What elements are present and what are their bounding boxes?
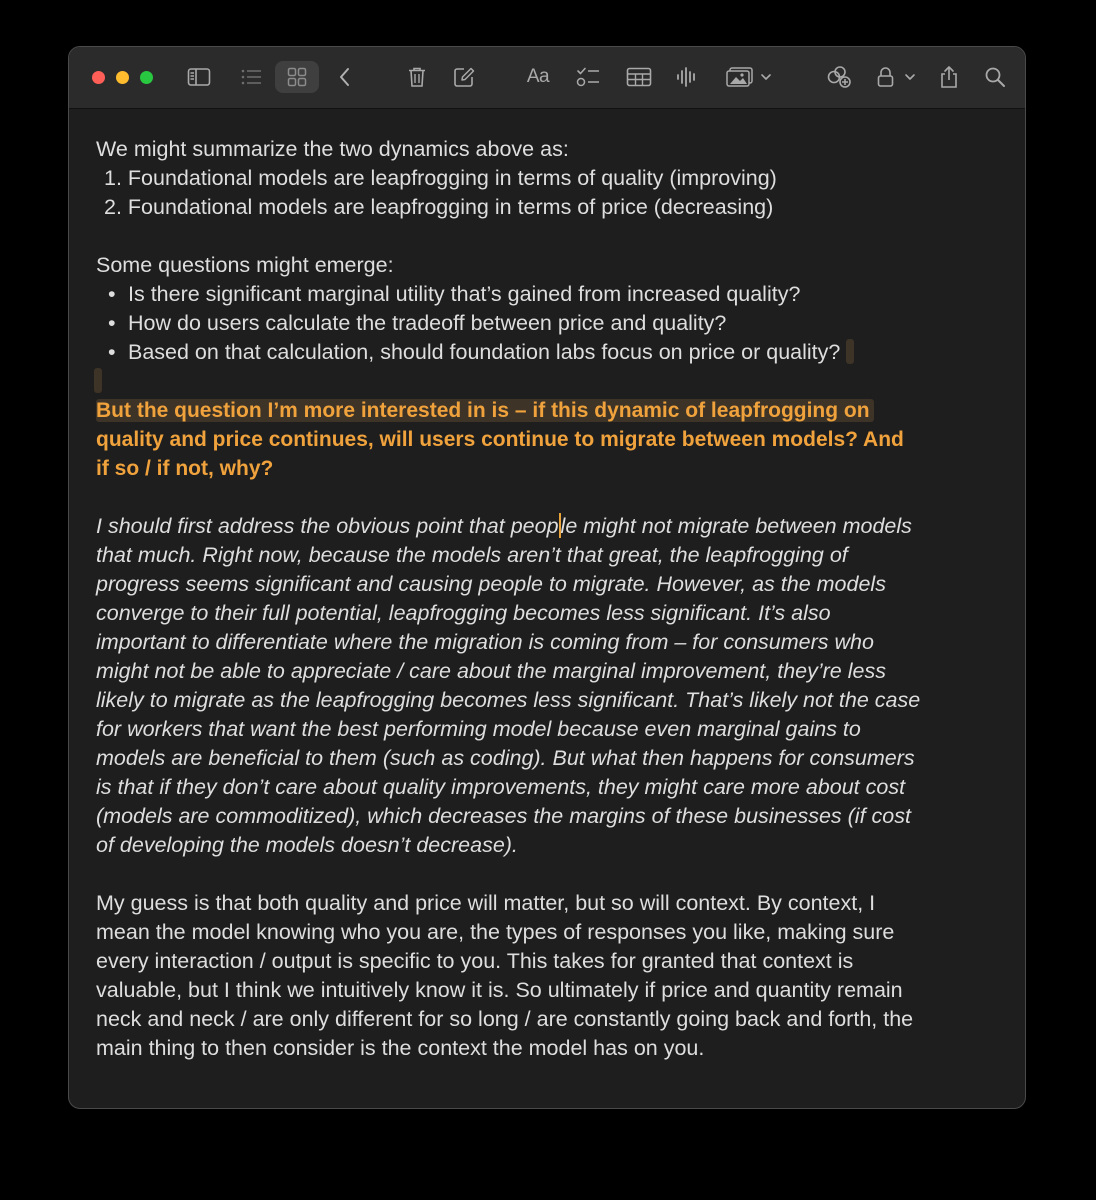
italic-text-before-cursor: I should first address the obvious point that peop [96, 514, 559, 538]
paragraph-line: valuable, but I think we intuitively know it is. So ultimately if price and quantity remain [96, 978, 903, 1002]
format-label: Aa [526, 66, 550, 87]
intro-text: We might summarize the two dynamics above as: [96, 137, 569, 161]
highlighted-text: if so / if not, why? [96, 457, 274, 480]
checklist-icon[interactable] [573, 61, 603, 93]
italic-line: models are beneficial to them (such as coding). But what then happens for consumers [96, 746, 915, 770]
list-view-icon[interactable] [235, 61, 267, 93]
italic-line: likely to migrate as the leapfrogging becomes less significant. That’s likely not the case [96, 688, 921, 712]
notes-window [68, 46, 1026, 1109]
italic-line [96, 512, 1004, 541]
blank-line [96, 222, 1004, 251]
paragraph-line: My guess is that both quality and price will matter, but so will context. By context, I [96, 891, 876, 915]
italic-line: for workers that want the best performing model because even marginal gains to [96, 717, 861, 741]
format-icon[interactable] [521, 61, 555, 93]
italic-line: of developing the models doesn’t decrease). [96, 833, 518, 857]
table-icon[interactable] [623, 61, 655, 93]
trash-icon[interactable] [403, 61, 431, 93]
numbered-item [96, 193, 1004, 222]
bullet-glyph: • [108, 282, 116, 306]
zoom-window-button[interactable] [140, 71, 153, 84]
toolbar [69, 47, 1025, 109]
italic-line: that much. Right now, because the models aren’t that great, the leapfrogging of [96, 543, 848, 567]
italic-line: might not be able to appreciate / care about the marginal improvement, they’re less [96, 659, 886, 683]
numbered-item [96, 164, 1004, 193]
sidebar-icon[interactable] [183, 61, 215, 93]
gallery-view-icon[interactable] [275, 61, 319, 93]
highlighted-text: But the question I’m more interested in is – if this dynamic of leapfrogging on [96, 399, 874, 422]
blank-line [96, 860, 1004, 889]
italic-text-after-cursor: le might not migrate between models [560, 514, 912, 538]
highlighted-line [96, 425, 1004, 454]
audio-waveform-icon[interactable] [673, 61, 701, 93]
compose-icon[interactable] [449, 61, 479, 93]
italic-line: progress seems significant and causing people to migrate. However, as the models [96, 572, 886, 596]
bullet-glyph: • [108, 311, 116, 335]
highlight-marker [846, 339, 854, 364]
collaborate-icon[interactable] [823, 61, 855, 93]
highlight-marker [94, 368, 102, 393]
questions-intro-text: Some questions might emerge: [96, 253, 394, 277]
highlighted-line [96, 396, 1004, 425]
list-item-text: Is there significant marginal utility that’s gained from increased quality? [128, 282, 801, 306]
note-body[interactable] [96, 135, 1004, 1063]
paragraph-line: every interaction / output is specific to you. This takes for granted that context is [96, 949, 854, 973]
paragraph-line: neck and neck / are only different for so long / are constantly going back and forth, the [96, 1007, 914, 1031]
list-number: 1. [104, 166, 122, 190]
bullet-glyph: • [108, 340, 116, 364]
italic-line: converge to their full potential, leapfrogging becomes less significant. It’s also [96, 601, 831, 625]
highlighted-text: quality and price continues, will users continue to migrate between models? And [96, 428, 904, 451]
search-icon[interactable] [981, 61, 1009, 93]
highlight-marker-line [96, 367, 1004, 396]
list-number: 2. [104, 195, 122, 219]
list-item-text: Based on that calculation, should foundation labs focus on price or quality? [128, 340, 841, 364]
media-icon[interactable] [723, 61, 775, 93]
paragraph-line: main thing to then consider is the context the model has on you. [96, 1036, 705, 1060]
back-chevron-icon[interactable] [331, 61, 359, 93]
bullet-item [96, 309, 1004, 338]
minimize-window-button[interactable] [116, 71, 129, 84]
list-item-text: Foundational models are leapfrogging in terms of price (decreasing) [127, 195, 774, 219]
bullet-item [96, 338, 1004, 367]
lock-icon[interactable] [873, 61, 919, 93]
italic-line: is that if they don’t care about quality improvements, they might care more about cost [96, 775, 906, 799]
list-item-text: How do users calculate the tradeoff between price and quality? [128, 311, 727, 335]
share-icon[interactable] [935, 61, 963, 93]
list-item-text: Foundational models are leapfrogging in terms of quality (improving) [127, 166, 777, 190]
italic-line: important to differentiate where the migration is coming from – for consumers who [96, 630, 874, 654]
italic-line: (models are commoditized), which decreases the margins of these businesses (if cost [96, 804, 911, 828]
blank-line [96, 483, 1004, 512]
highlighted-line [96, 454, 1004, 483]
bullet-item [96, 280, 1004, 309]
close-window-button[interactable] [92, 71, 105, 84]
paragraph-line: mean the model knowing who you are, the types of responses you like, making sure [96, 920, 895, 944]
